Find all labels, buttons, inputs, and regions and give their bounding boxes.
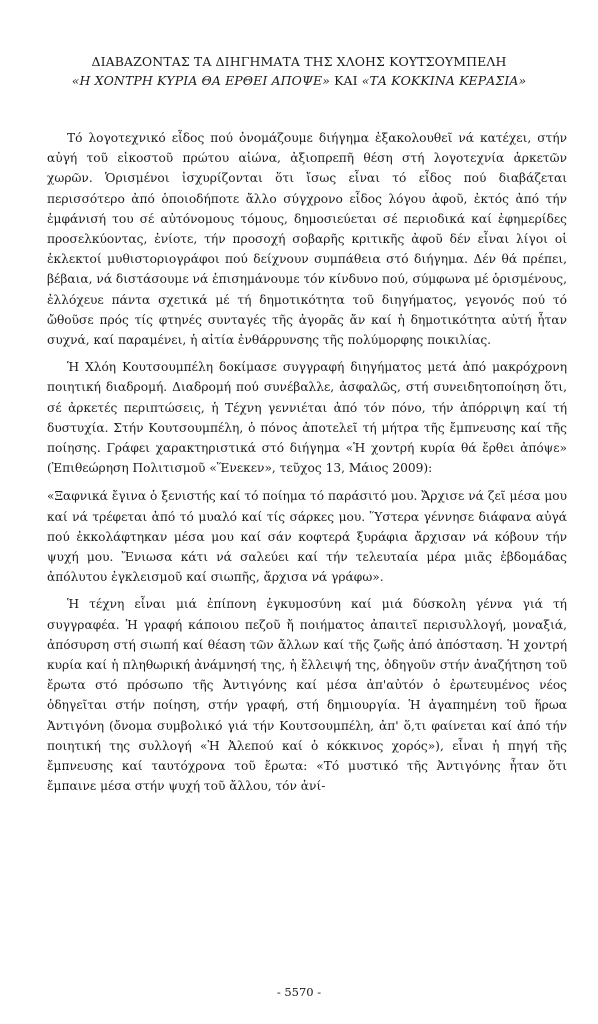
article-title: ΔΙΑΒΑΖΟΝΤΑΣ ΤΑ ΔΙΗΓΗΜΑΤΑ ΤΗΣ ΧΛΟΗΣ ΚΟΥΤΣΟΥΜΠΕΛΗ bbox=[91, 54, 507, 69]
block-quote: «Ξαφνικά ἔγινα ὁ ξενιστής καί τό ποίημα τό παράσιτό μου. Ἄρχισε νά ζεῖ μέσα μου καί νά τρέφεται ἀπό τό μυαλό καί τίς σάρκες μου. Ὕστερα γέννησε διάφανα αὐγά πού ἐκκολάφτηκαν μέσα μου καί σάν κοφτερά ξυράφια ἄρχισαν νά κόβουν τήν ψυχή μου. Ἔνιωσα κάτι νά σαλεύει καί τήν τελευταία μέρα μιᾶς ἑβδομάδας ἀπόλυτου ἐγκλεισμοῦ καί σιωπῆς, ἄρχισα νά γράφω». bbox=[47, 489, 567, 585]
article-subtitle bbox=[0, 71, 598, 90]
paragraph-1: Τό λογοτεχνικό εἶδος πού ὀνομάζουμε διήγημα ἐξακολουθεῖ νά κατέχει, στήν αὐγή τοῦ εἰκοστοῦ πρώτου αἰώνα, ἀξιοπρεπῆ θέση στή λογοτεχνία ἀρκετῶν χωρῶν. Ὁρισμένοι ἰσχυρίζονται ὅτι ἴσως εἶναι τό εἶδος πού διαβάζεται περισσότερο ἀπό ὁποιοδήποτε ἄλλο σύγχρονο εἶδος λόγου ἀφοῦ, ἐκτός ἀπό τήν ἐμφάνισή του σέ αὐτόνομους τόμους, δημοσιεύεται σέ περιοδικά καί ἐφημερίδες προσελκύοντας, ἐνίοτε, τήν προσοχή σοβαρῆς κριτικῆς ἀφοῦ δέν εἶναι λίγοι οἱ ἐκλεκτοί μυθιστοριογράφοι πού δείχνουν συμπάθεια στό διήγημα. Δέν θά πρέπει, βέβαια, νά διστάσουμε νά ἐπισημάνουμε τόν κίνδυνο πού, σύμφωνα μέ ὁρισμένους, ἐλλόχευε πάντα σχετικά μέ τή δημοτικότητα τοῦ διηγήματος, γεγονός πού τό ὤθοῦσε πρός τίς φτηνές συνταγές τῆς ἀγορᾶς ἄν καί ἡ δημοτικότητα αὐτή ἦταν συχνά, καί παραμένει, ἡ αἰτία ἐνθάρρυνσης τῆς πολύμορφης ποικιλίας. bbox=[47, 131, 567, 348]
paragraph-3: Ἡ τέχνη εἶναι μιά ἐπίπονη ἐγκυμοσύνη καί μιά δύσκολη γέννα γιά τή συγγραφέα. Ἡ γραφή κάποιου πεζοῦ ἤ ποιήματος ἀπαιτεῖ περισυλλογή, μοναξιά, ἀπόσυρση στή σιωπή καί θέαση τῶν ἄλλων καί τῆς ζωῆς ἀπό ἀπόσταση. Ἡ χοντρή κυρία καί ἡ πληθωρική ἀνάμνησή της, ἡ ἔλλειψή της, ὁδηγοῦν στήν ἀναζήτηση τοῦ ἔρωτα στό πρόσωπο τῆς Ἀντιγόνης καί μέσα ἀπ'αὐτόν ὁ ἐρωτευμένος νέος ὁδηγεῖται στήν ποίηση, στήν γραφή, στή δημιουργία. Ἡ ἀγαπημένη τοῦ ἥρωα Ἀντιγόνη (ὄνομα συμβολικό γιά τήν Κουτσουμπέλη, ἀπ' ὅ,τι φαίνεται καί ἀπό τήν ποιητική της συλλογή «Ἡ Ἀλεπού καί ὁ κόκκινος χορός»), εἶναι ἡ πηγή τῆς ἔμπνευσης καί ταυτόχρονα τοῦ ἔρωτα: «Τό μυστικό τῆς Ἀντιγόνης ἦταν ὅτι ἔμπαινε μέσα στήν ψυχή τοῦ ἄλλου, τόν ἀνί- bbox=[47, 597, 567, 794]
page-number: - 5570 - bbox=[276, 985, 322, 999]
paragraph-2: Ἡ Χλόη Κουτσουμπέλη δοκίμασε συγγραφή διηγήματος μετά ἀπό μακρόχρονη ποιητική διαδρομή. Διαδρομή πού συνέβαλλε, ἀσφαλῶς, στή συνειδητοποίηση ὅτι, σέ ἀρκετές περιπτώσεις, ἡ Τέχνη γεννιέται ἀπό τόν πόνο, τήν ἀπόρριψη καί τή δυστυχία. Στήν Κουτσουμπέλη, ὁ πόνος ἀποτελεῖ τή μήτρα τῆς ἔμπνευσης καί τῆς ποίησης. Γράφει χαρακτηριστικά στό διήγημα «Ἡ χοντρή κυρία θά ἔρθει ἀπόψε» (Ἐπιθεώρηση Πολιτισμοῦ «Ἕνεκεν», τεῦχος 13, Μάιος 2009): bbox=[47, 360, 567, 476]
article-body bbox=[47, 128, 567, 797]
subtitle-story-1: «Η ΧΟΝΤΡΗ ΚΥΡΙΑ ΘΑ ΕΡΘΕΙ ΑΠΟΨΕ» bbox=[71, 73, 330, 88]
page-header bbox=[0, 52, 598, 90]
subtitle-connector: ΚΑΙ bbox=[330, 73, 362, 88]
subtitle-story-2: «ΤΑ ΚΟΚΚΙΝΑ ΚΕΡΑΣΙΑ» bbox=[361, 73, 527, 88]
